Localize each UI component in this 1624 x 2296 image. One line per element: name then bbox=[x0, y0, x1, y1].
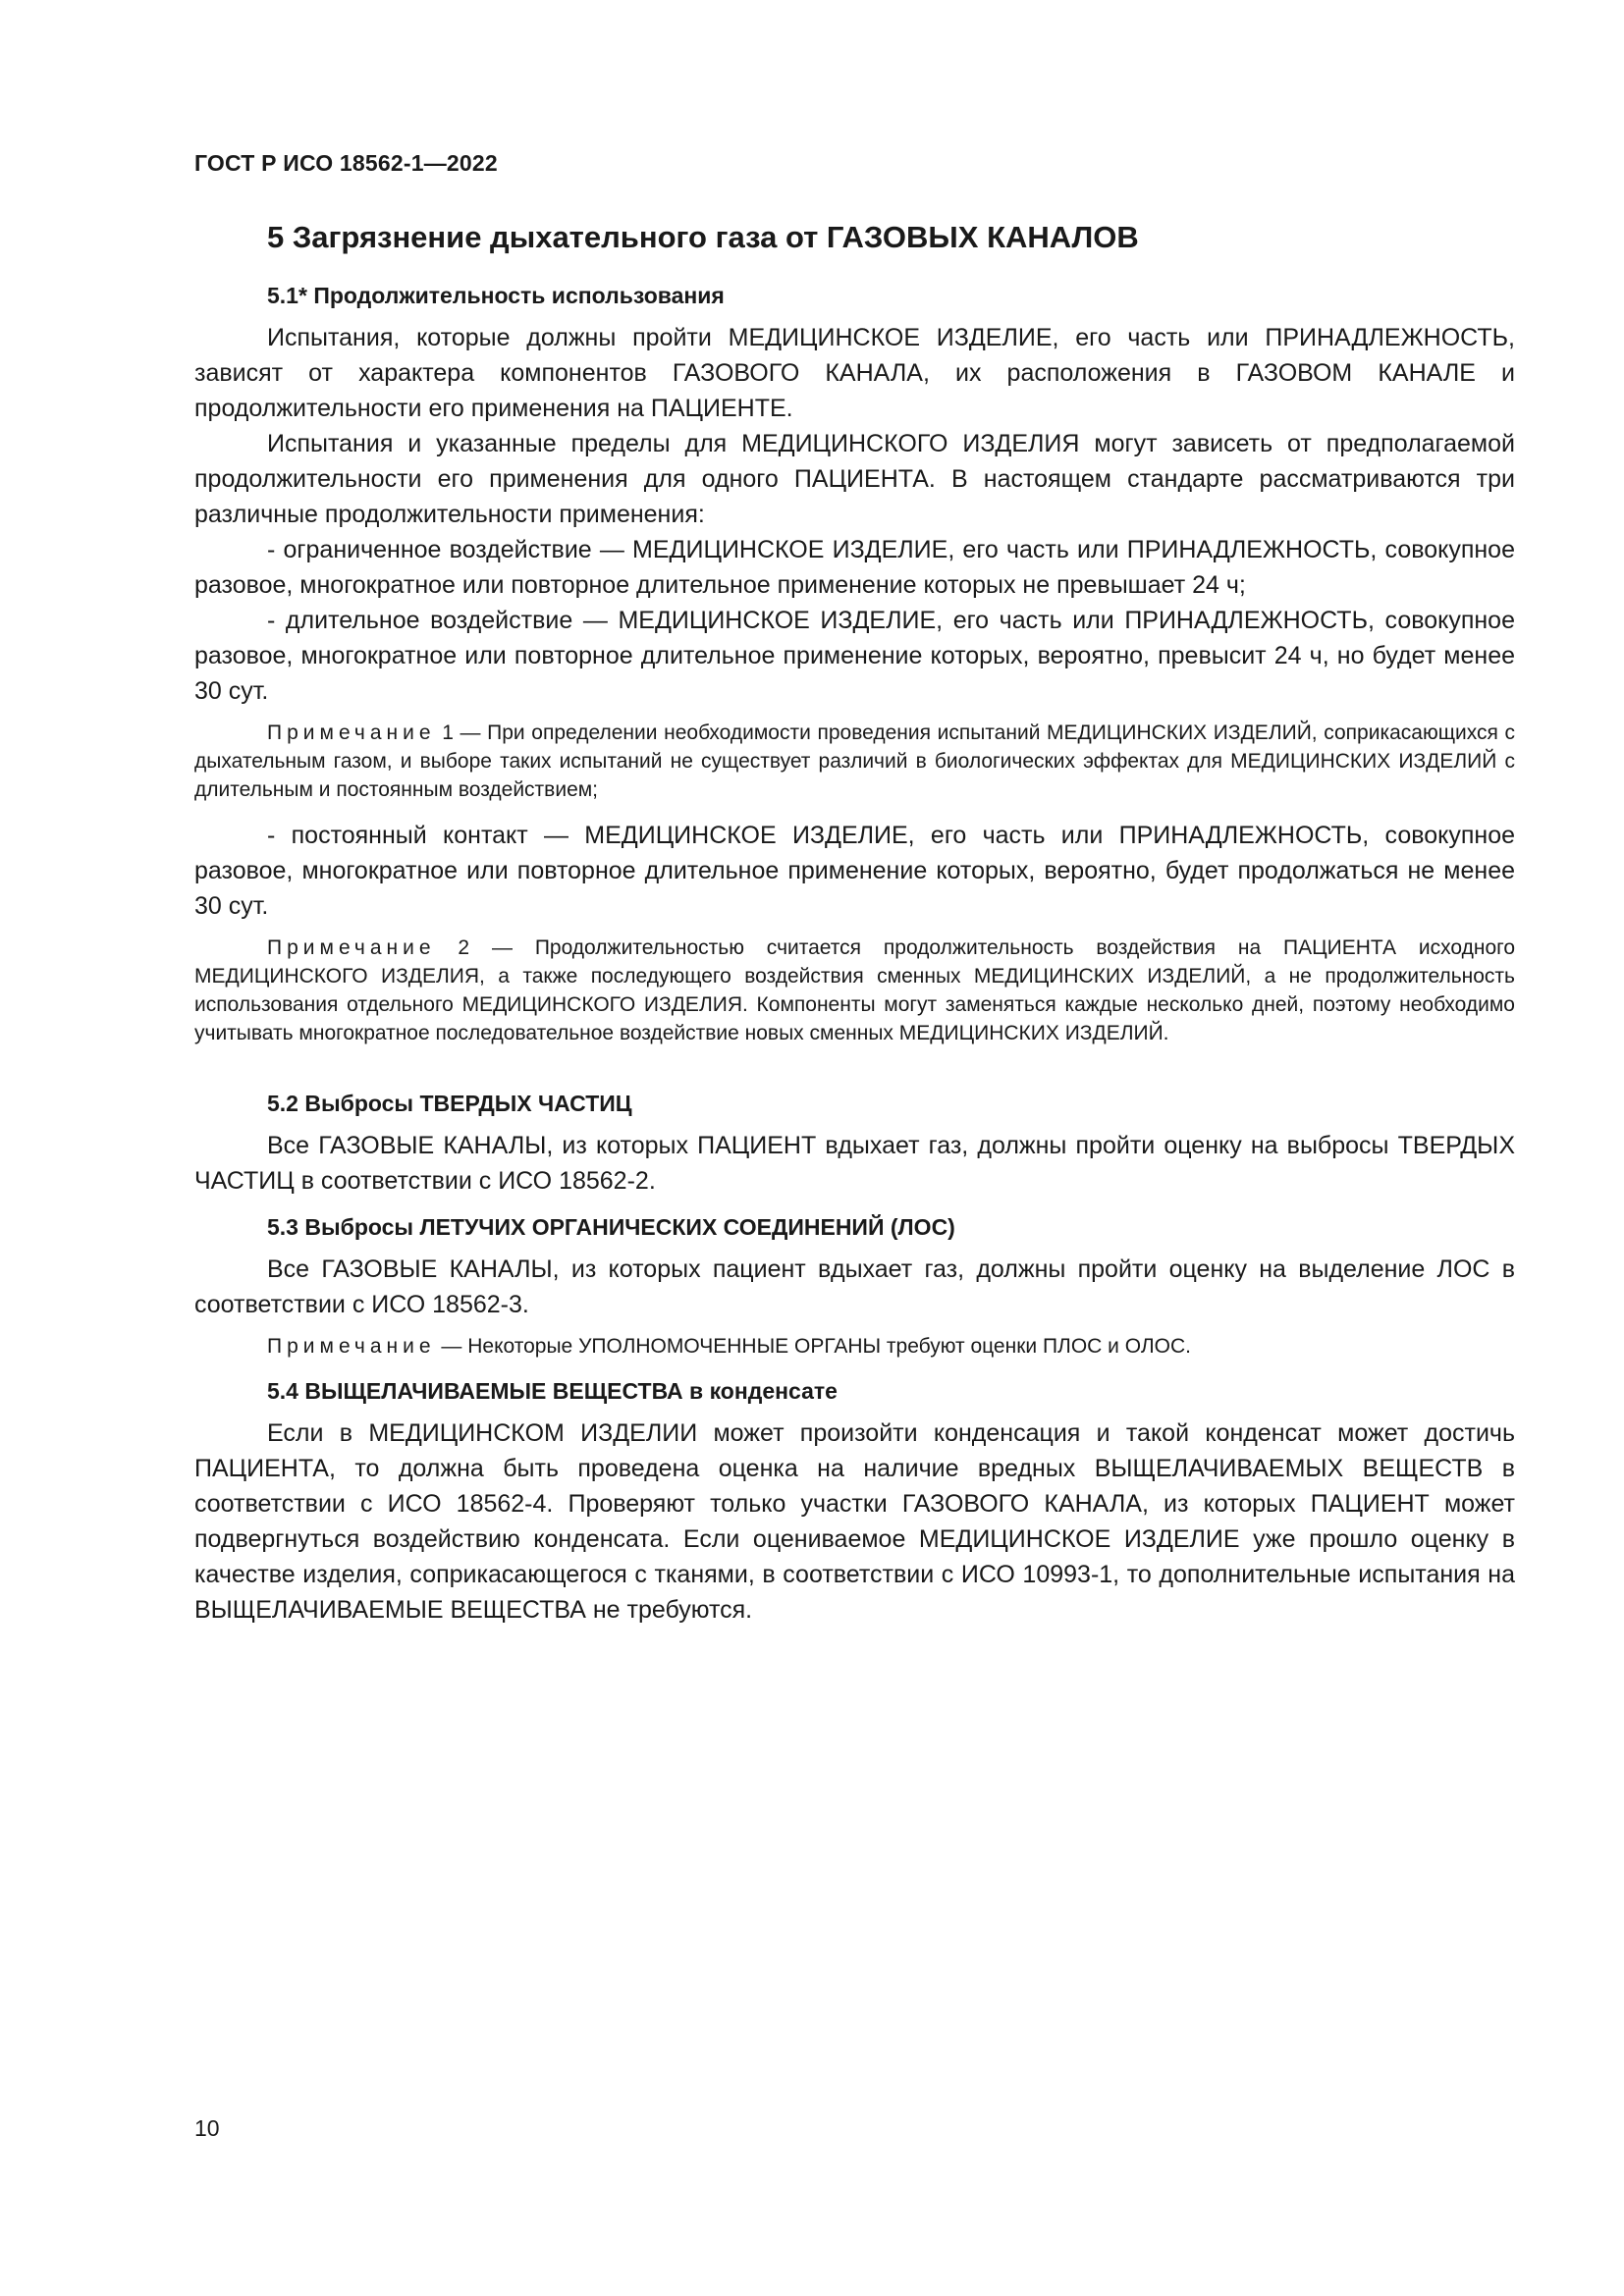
main-content bbox=[194, 218, 1515, 1628]
note-text: — Некоторые УПОЛНОМОЧЕННЫЕ ОРГАНЫ требуют оценки ПЛОС и ОЛОС. bbox=[435, 1335, 1191, 1358]
document-header: ГОСТ Р ИСО 18562-1—2022 bbox=[194, 150, 498, 176]
subsection-title-5-2: 5.2 Выбросы ТВЕРДЫХ ЧАСТИЦ bbox=[267, 1091, 632, 1116]
paragraph: Все ГАЗОВЫЕ КАНАЛЫ, из которых ПАЦИЕНТ вдыхает газ, должны пройти оценку на выбросы ТВЕРДЫХ ЧАСТИЦ в соответствии с ИСО 18562-2. bbox=[194, 1132, 1515, 1195]
note-text: 1 — При определении необходимости проведения испытаний МЕДИЦИНСКИХ ИЗДЕЛИЙ, соприкасающихся с дыхательным газом, и выборе таких испытаний не существует различий в биологических эффектах для МЕДИЦИНСКИХ ИЗДЕЛИЙ с длительным и постоянным воздействием; bbox=[194, 721, 1515, 801]
list-item: - ограниченное воздействие — МЕДИЦИНСКОЕ ИЗДЕЛИЕ, его часть или ПРИНАДЛЕЖНОСТЬ, совокупное разовое, многократное или повторное длительное применение которых не превышает 24 ч; bbox=[194, 536, 1515, 599]
note-2 bbox=[194, 934, 1515, 1047]
subsection-title-5-3: 5.3 Выбросы ЛЕТУЧИХ ОРГАНИЧЕСКИХ СОЕДИНЕНИЙ (ЛОС) bbox=[267, 1214, 955, 1240]
note-text: 2 — Продолжительностью считается продолжительность воздействия на ПАЦИЕНТА исходного МЕДИЦИНСКОГО ИЗДЕЛИЯ, а также последующего воздействия сменных МЕДИЦИНСКИХ ИЗДЕЛИЙ, а не продолжительность использования отдельного МЕДИЦИНСКОГО ИЗДЕЛИЯ. Компоненты могут заменяться каждые несколько дней, поэтому необходимо учитывать многократное последовательное воздействие новых сменных МЕДИЦИНСКИХ ИЗДЕЛИЙ. bbox=[194, 936, 1515, 1044]
note bbox=[194, 1332, 1515, 1361]
paragraph: Если в МЕДИЦИНСКОМ ИЗДЕЛИИ может произойти конденсация и такой конденсат может достичь ПАЦИЕНТА, то должна быть проведена оценка на наличие вредных ВЫЩЕЛАЧИВАЕМЫХ ВЕЩЕСТВ в соответствии с ИСО 18562-4. Проверяют только участки ГАЗОВОГО КАНАЛА, из которых ПАЦИЕНТ может подвергнуться воздействию конденсата. Если оцениваемое МЕДИЦИНСКОЕ ИЗДЕЛИЕ уже прошло оценку в качестве изделия, соприкасающегося с тканями, в соответствии с ИСО 10993-1, то дополнительные испытания на ВЫЩЕЛАЧИВАЕМЫЕ ВЕЩЕСТВА не требуются. bbox=[194, 1419, 1515, 1624]
subsection-title-5-4: 5.4 ВЫЩЕЛАЧИВАЕМЫЕ ВЕЩЕСТВА в конденсате bbox=[267, 1378, 838, 1404]
paragraph: Испытания и указанные пределы для МЕДИЦИНСКОГО ИЗДЕЛИЯ могут зависеть от предполагаемой продолжительности его применения для одного ПАЦИЕНТА. В настоящем стандарте рассматриваются три различные продолжительности применения: bbox=[194, 430, 1515, 528]
note-label: Примечание bbox=[267, 936, 436, 959]
list-item: - длительное воздействие — МЕДИЦИНСКОЕ ИЗДЕЛИЕ, его часть или ПРИНАДЛЕЖНОСТЬ, совокупное разовое, многократное или повторное длительное применение которых, вероятно, превысит 24 ч, но будет менее 30 сут. bbox=[194, 607, 1515, 705]
paragraph: Все ГАЗОВЫЕ КАНАЛЫ, из которых пациент вдыхает газ, должны пройти оценку на выделение ЛОС в соответствии с ИСО 18562-3. bbox=[194, 1255, 1515, 1318]
note-label: Примечание bbox=[267, 1335, 436, 1358]
note-label: Примечание bbox=[267, 721, 436, 744]
paragraph: Испытания, которые должны пройти МЕДИЦИНСКОЕ ИЗДЕЛИЕ, его часть или ПРИНАДЛЕЖНОСТЬ, зависят от характера компонентов ГАЗОВОГО КАНАЛА, их расположения в ГАЗОВОМ КАНАЛЕ и продолжительности его применения на ПАЦИЕНТЕ. bbox=[194, 324, 1515, 422]
section-title: 5 Загрязнение дыхательного газа от ГАЗОВЫХ КАНАЛОВ bbox=[267, 220, 1139, 254]
note-1 bbox=[194, 719, 1515, 804]
subsection-title-5-1: 5.1* Продолжительность использования bbox=[267, 283, 725, 308]
list-item: - постоянный контакт — МЕДИЦИНСКОЕ ИЗДЕЛИЕ, его часть или ПРИНАДЛЕЖНОСТЬ, совокупное разовое, многократное или повторное длительное применение которых, вероятно, будет продолжаться не менее 30 сут. bbox=[194, 822, 1515, 920]
page-number: 10 bbox=[194, 2115, 220, 2141]
